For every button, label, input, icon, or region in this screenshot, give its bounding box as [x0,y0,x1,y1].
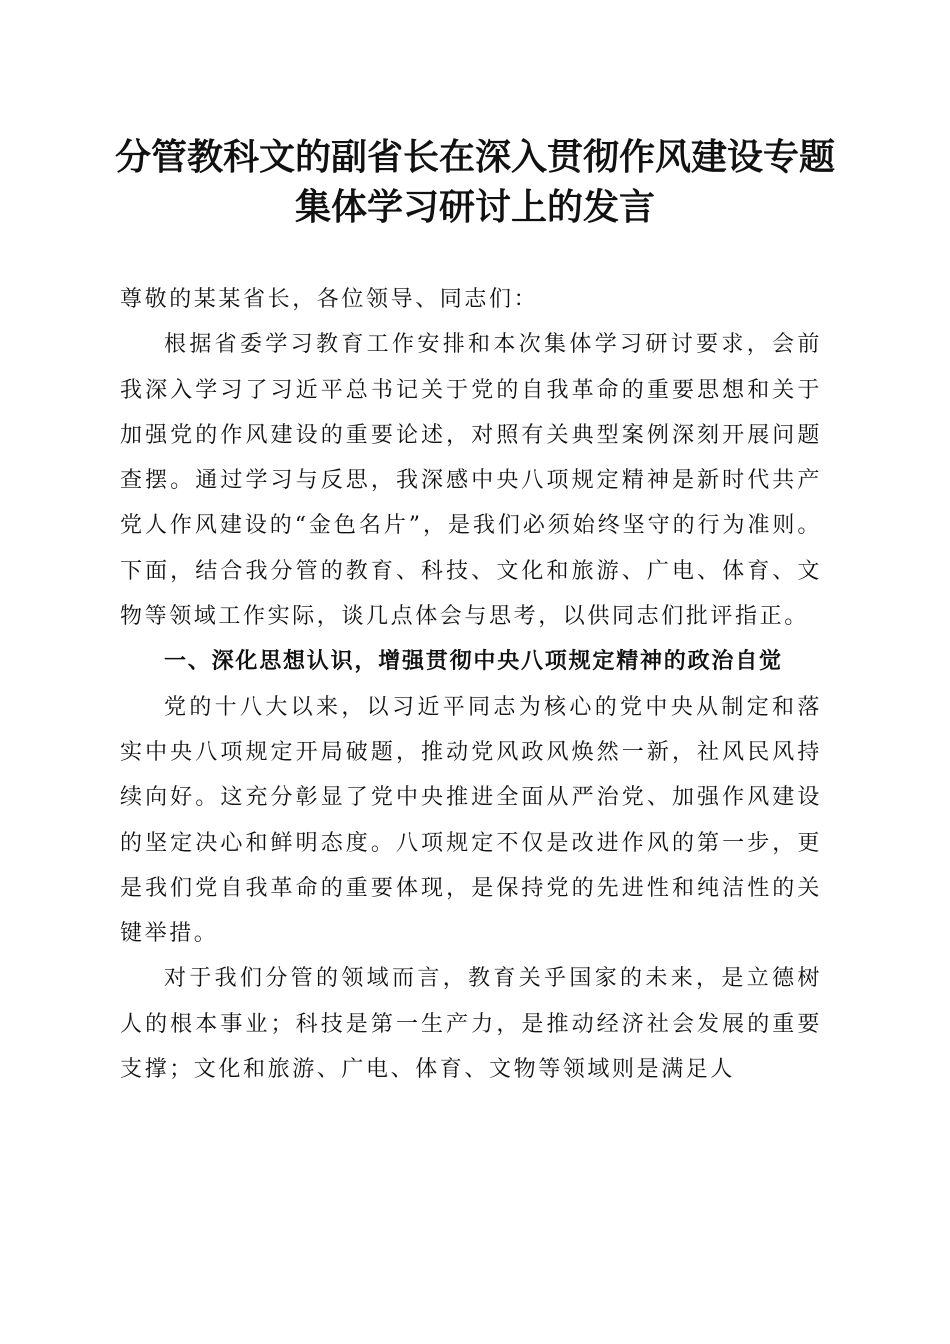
document-title [110,132,840,232]
paragraph-section1-a: 党的十八大以来，以习近平同志为核心的党中央从制定和落实中央八项规定开局破题，推动党风政风焕然一新，社风民风持续向好。这充分彰显了党中央推进全面从严治党、加强作风建设的坚定决心和鲜明态度。八项规定不仅是改进作风的第一步，更是我们党自我革命的重要体现，是保持党的先进性和纯洁性的关键举措。 [120,694,822,947]
document-body [120,277,822,1092]
section-heading-1: 一、深化思想认识，增强贯彻中央八项规定精神的政治自觉 [164,649,783,675]
salutation: 尊敬的某某省长，各位领导、同志们： [120,287,539,312]
paragraph-section1-b: 对于我们分管的领域而言，教育关乎国家的未来，是立德树人的根本事业；科技是第一生产力，是推动经济社会发展的重要支撑；文化和旅游、广电、体育、文物等领域则是满足人 [120,966,822,1083]
title-line-2: 集体学习研讨上的发言 [294,186,655,228]
paragraph-intro: 根据省委学习教育工作安排和本次集体学习研讨要求，会前我深入学习了习近平总书记关于党的自我革命的重要思想和关于加强党的作风建设的重要论述，对照有关典型案例深刻开展问题查摆。通过学习与反思，我深感中央八项规定精神是新时代共产党人作风建设的“金色名片”，是我们必须始终坚守的行为准则。下面，结合我分管的教育、科技、文化和旅游、广电、体育、文物等领域工作实际，谈几点体会与思考，以供同志们批评指正。 [120,332,822,630]
title-line-1: 分管教科文的副省长在深入贯彻作风建设专题 [114,136,835,178]
